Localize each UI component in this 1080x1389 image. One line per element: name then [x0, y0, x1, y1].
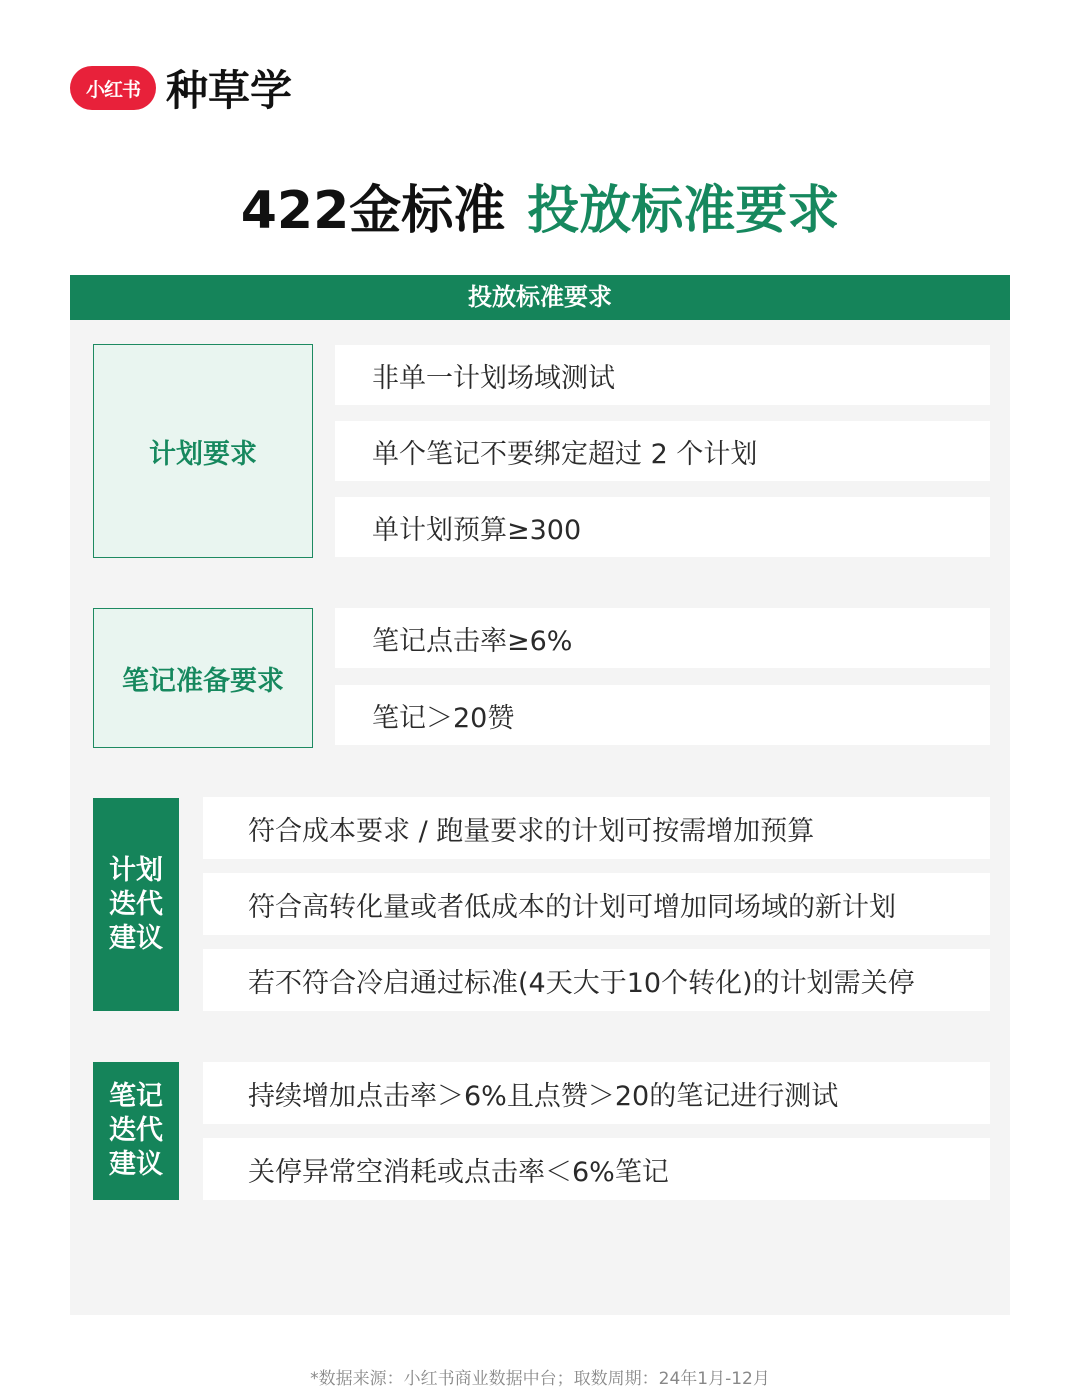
- list-item: 单计划预算≥300: [335, 497, 990, 557]
- page-title: [0, 168, 1080, 243]
- title-part2: 投放标准要求: [527, 181, 840, 241]
- section-label-text: 计划迭代建议: [109, 854, 163, 954]
- list-item: 非单一计划场域测试: [335, 345, 990, 405]
- list-item: 笔记点击率≥6%: [335, 608, 990, 668]
- brand: [70, 58, 292, 118]
- list-item: 关停异常空消耗或点击率＜6%笔记: [203, 1138, 990, 1200]
- xiaohongshu-logo: 小红书: [70, 66, 156, 110]
- list-item: 笔记＞20赞: [335, 685, 990, 745]
- title-part1: 422金标准: [240, 181, 506, 241]
- section-label-note-preparation: 笔记准备要求: [93, 608, 313, 748]
- list-item: 持续增加点击率＞6%且点赞＞20的笔记进行测试: [203, 1062, 990, 1124]
- list-item: 若不符合冷启通过标准(4天大于10个转化)的计划需关停: [203, 949, 990, 1011]
- section-label-plan-requirements: 计划要求: [93, 344, 313, 558]
- brand-name: 种草学: [166, 66, 293, 115]
- section-label-note-iteration: [93, 1062, 179, 1200]
- standards-panel: [70, 275, 1010, 1315]
- section-label-text: 笔记迭代建议: [109, 1081, 163, 1180]
- section-label-plan-iteration: [93, 798, 179, 1011]
- list-item: 单个笔记不要绑定超过 2 个计划: [335, 421, 990, 481]
- list-item: 符合成本要求 / 跑量要求的计划可按需增加预算: [203, 797, 990, 859]
- data-source-footnote: *数据来源：小红书商业数据中台；取数周期：24年1月-12月: [310, 1369, 770, 1389]
- panel-header: 投放标准要求: [70, 275, 1010, 320]
- list-item: 符合高转化量或者低成本的计划可增加同场域的新计划: [203, 873, 990, 935]
